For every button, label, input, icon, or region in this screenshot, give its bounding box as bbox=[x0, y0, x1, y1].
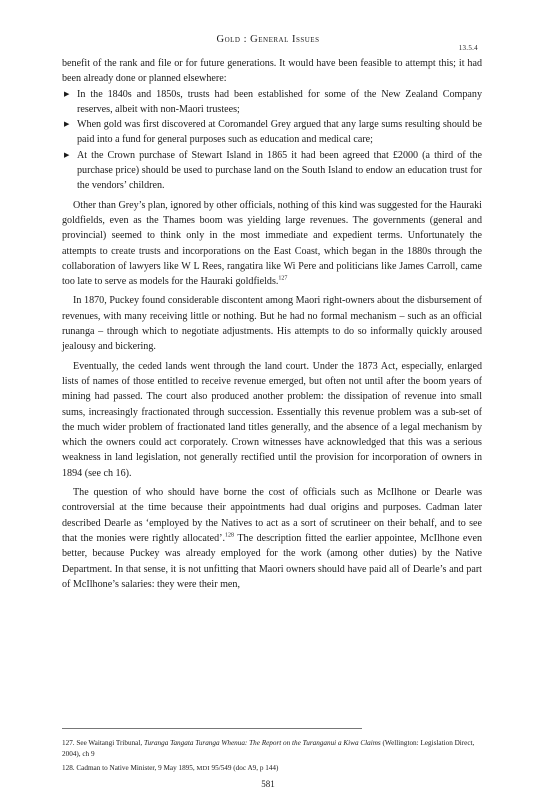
body-text bbox=[62, 56, 482, 592]
footnote-ref-code: MDI bbox=[196, 765, 210, 772]
bullet-item bbox=[62, 148, 482, 194]
bullet-item bbox=[62, 87, 482, 118]
intro-paragraph: benefit of the rank and file or for future generations. It would have been feasible to attempt this; it had been already done or planned elsewhere: bbox=[62, 58, 482, 85]
paragraph bbox=[62, 485, 482, 592]
footnote-title: Turanga Tangata Turanga Whenua: The Report on the Turanganui a Kiwa Claims bbox=[143, 739, 381, 747]
footnote-127 bbox=[62, 738, 482, 760]
bullet-item bbox=[62, 117, 482, 148]
section-number: 13.5.4 bbox=[458, 44, 478, 52]
triangle-bullet-icon: ▶ bbox=[64, 89, 70, 98]
paragraph-text: The question of who should have borne the cost of officials such as McIlhone or Dearle was controversial at the time because their appointments had dual origins and purposes. Cadman later described Dearle as ‘employed by the Natives to act as a sort of scrutineer on their behalf, and to see that the monies were rightly allocated’. bbox=[62, 487, 482, 544]
footnote-text: (Wellington: Legislation Direct, 2004), ch 9 bbox=[62, 739, 475, 758]
footnote-128 bbox=[62, 763, 482, 774]
footnote-divider bbox=[62, 728, 362, 729]
paragraph: In 1870, Puckey found considerable discontent among Maori right-owners about the disbursement of revenues, with many receiving little or nothing. But he had no formal mechanism – such as an official runanga – through which to negotiate adjustments. His attempts to do so informally quickly aroused jealousy and bickering. bbox=[62, 295, 482, 353]
running-head: Gold : General Issues bbox=[216, 34, 320, 45]
bullet-text: At the Crown purchase of Stewart Island in 1865 it had been agreed that £2000 (a third of the purchase price) should be used to purchase land on the South Island to endow an education trust for the vendors’ children. bbox=[77, 149, 482, 192]
footnotes bbox=[62, 738, 482, 774]
footnote-text: 127. See Waitangi Tribunal, bbox=[62, 739, 144, 747]
bullet-text: When gold was first discovered at Coromandel Grey argued that any large sums resulting should be paid into a fund for general purposes such as education and medical care; bbox=[77, 119, 482, 146]
page-number: 581 bbox=[261, 779, 275, 789]
paragraph bbox=[62, 198, 482, 290]
paragraph-text: The description fitted the earlier appointee, McIlhone even better, because Puckey was already employed for the work (among other duties) by the Native Department. In that sense, it is not unfitting that Maori owners should have paid all of Dearle’s and part of McIlhone’s salaries: they were their men, bbox=[62, 532, 482, 590]
bullet-list bbox=[62, 87, 482, 194]
footnote-ref-127[interactable]: 127 bbox=[278, 275, 288, 282]
footnote-text: 128. Cadman to Native Minister, 9 May 1895, bbox=[62, 764, 197, 772]
footnote-ref-128[interactable]: 128 bbox=[225, 532, 235, 539]
triangle-bullet-icon: ▶ bbox=[64, 120, 70, 129]
triangle-bullet-icon: ▶ bbox=[64, 150, 70, 159]
bullet-text: In the 1840s and 1850s, trusts had been established for some of the New Zealand Company reserves, albeit with non-Maori trustees; bbox=[77, 88, 482, 115]
footnote-text: 95/549 (doc A9, p 144) bbox=[209, 764, 279, 772]
paragraph: Eventually, the ceded lands went through the land court. Under the 1873 Act, especially, enlarged lists of names of those entitled to receive revenue emerged, but often not until after the boom years of mining had passed. The court also produced another problem: the dissipation of revenue into small sums, increasingly fractionated through succession. Essentially this revenue problem was a sub-set of the much wider problem of fractionated land titles generally, and the absence of a legal mechanism by which the owners could act corporately. Crown witnesses have acknowledged that this was a serious weakness in land legislation, not generally rectified until the provision for incorporation of owners in 1894 (see ch 16). bbox=[62, 360, 482, 479]
paragraph-text: Other than Grey’s plan, ignored by other officials, nothing of this kind was suggested for the Hauraki goldfields, even as the Thames boom was yielding large revenues. The governments (general and provincial) seemed to think only in the most immediate and expedient terms. Unfortunately the attempts to create trusts and incorporations on the East Coast, which began in the 1880s through the collaboration of lawyers like W L Rees, rangatira like Wi Pere and politicians like James Carroll, came too late to serve as models for the Hauraki goldfields. bbox=[62, 199, 482, 288]
